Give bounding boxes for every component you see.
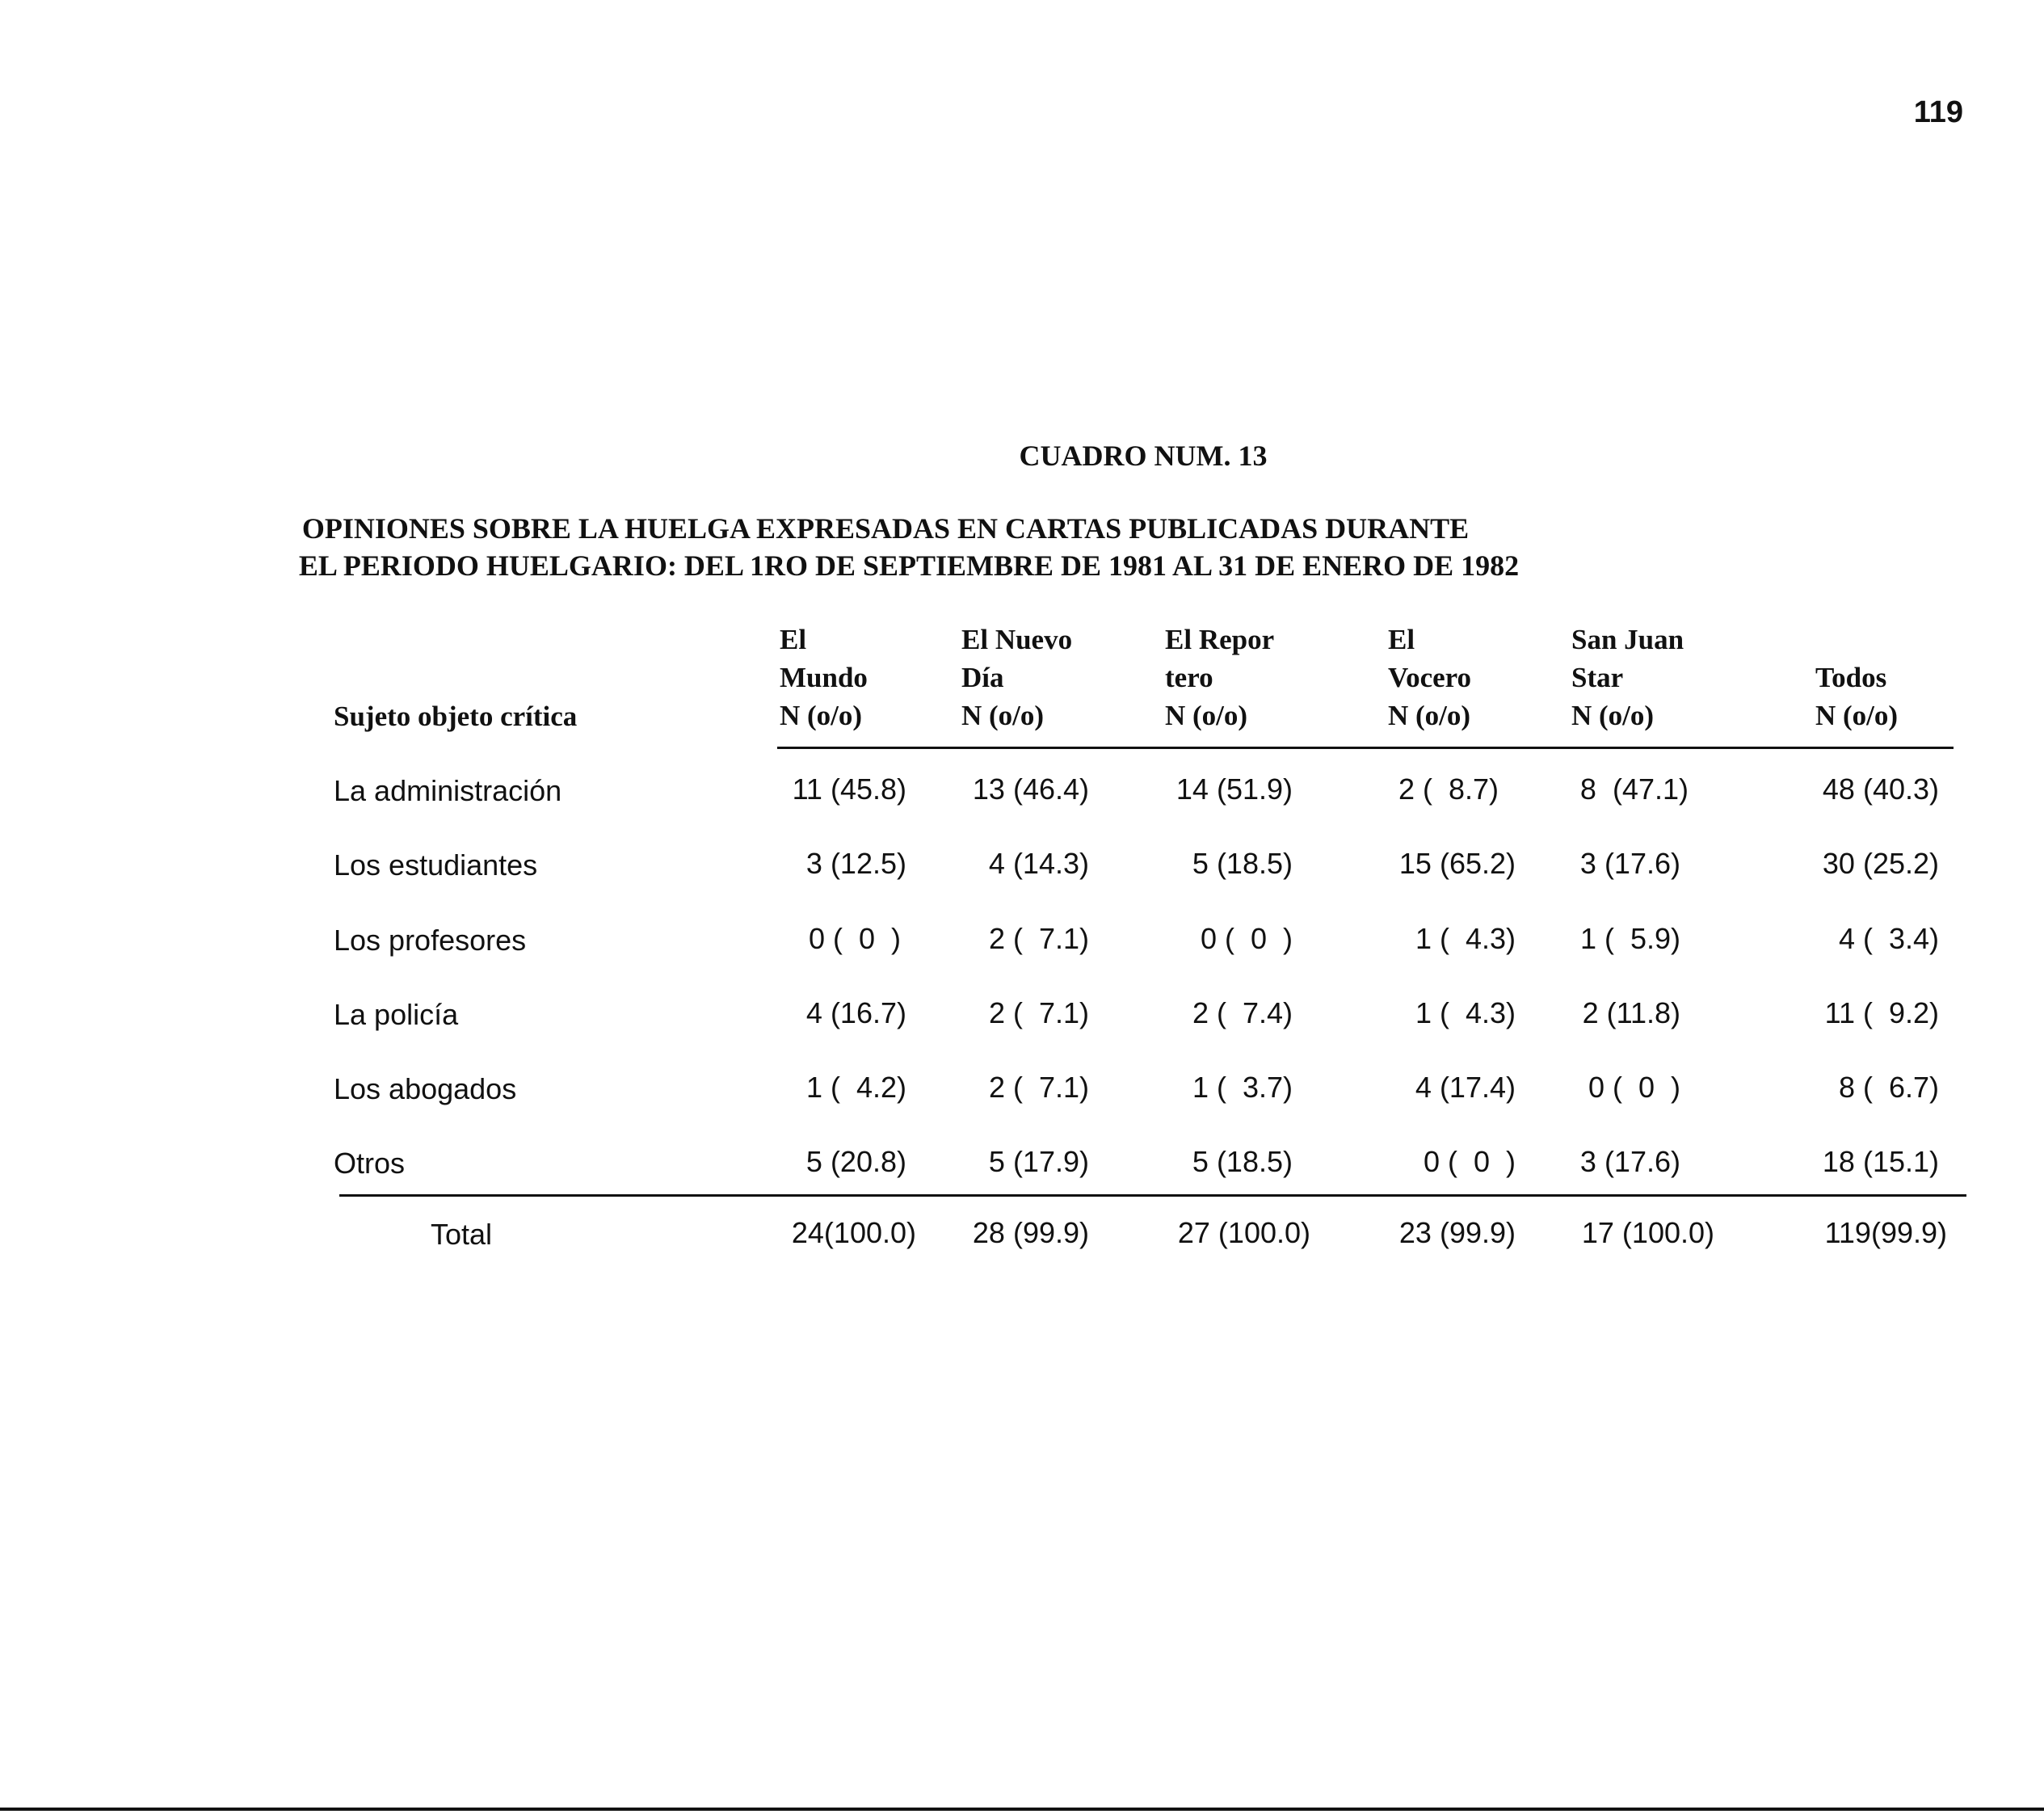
table-cell: 15 (65.2) <box>1398 847 1516 880</box>
table-cell: 8 ( 6.7) <box>1838 1071 1939 1104</box>
total-cell: 23 (99.9) <box>1398 1216 1516 1249</box>
table-cell: 13 (46.4) <box>972 772 1089 806</box>
row-label: Otros <box>334 1147 406 1180</box>
column-header-el-reportero: El Repor tero N (o/o) <box>1165 624 1275 731</box>
total-cell: 17 (100.0) <box>1581 1216 1714 1249</box>
table-cell: 4 ( 3.4) <box>1838 922 1939 955</box>
table-cell: 11 ( 9.2) <box>1824 996 1939 1029</box>
table-cell: 4 (16.7) <box>805 996 906 1029</box>
page-number: 119 <box>1913 95 1963 129</box>
table-cell: 0 ( 0 ) <box>1423 1145 1516 1178</box>
column-header-el-nuevo-dia: El Nuevo Día N (o/o) <box>961 624 1073 731</box>
row-label: Los estudiantes <box>334 848 538 882</box>
table-cell: 18 (15.1) <box>1822 1145 1939 1178</box>
table-cell: 1 ( 4.2) <box>805 1071 906 1104</box>
table-cell: 5 (20.8) <box>805 1145 906 1178</box>
table-title-line-1: OPINIONES SOBRE LA HUELGA EXPRESADAS EN CARTAS PUBLICADAS DURANTE <box>301 512 1470 545</box>
column-header-todos: Todos N (o/o) <box>1815 662 1899 731</box>
table-cell: 2 ( 7.1) <box>988 922 1089 955</box>
row-label: La administración <box>334 774 562 807</box>
total-cell: 28 (99.9) <box>972 1216 1089 1249</box>
table-cell: 3 (12.5) <box>805 847 906 880</box>
table-cell: 2 ( 7.1) <box>988 1071 1089 1104</box>
column-header-el-vocero: El Vocero N (o/o) <box>1388 624 1472 731</box>
column-header-san-juan-star: San Juan Star N (o/o) <box>1571 624 1684 731</box>
table-cell: 2 ( 7.1) <box>988 996 1089 1029</box>
table-cell: 48 (40.3) <box>1822 772 1939 806</box>
table-number: CUADRO NUM. 13 <box>1019 440 1268 472</box>
table-cell: 3 (17.6) <box>1579 1145 1680 1178</box>
table-cell: 4 (17.4) <box>1415 1071 1516 1104</box>
table-cell: 0 ( 0 ) <box>808 922 901 955</box>
table-cell: 5 (18.5) <box>1192 847 1293 880</box>
column-header-el-mundo: El Mundo N (o/o) <box>780 624 868 731</box>
row-label: La policía <box>334 998 459 1031</box>
table-cell: 30 (25.2) <box>1822 847 1939 880</box>
total-label: Total <box>431 1218 493 1251</box>
table-cell: 0 ( 0 ) <box>1200 922 1293 955</box>
total-rule <box>339 1194 1966 1197</box>
row-label: Los profesores <box>334 924 527 957</box>
table-cell: 1 ( 4.3) <box>1415 922 1516 955</box>
table-title-line-2: EL PERIODO HUELGARIO: DEL 1RO DE SEPTIEMBRE DE 1981 AL 31 DE ENERO DE 1982 <box>298 549 1520 582</box>
total-cell: 27 (100.0) <box>1177 1216 1310 1249</box>
table-cell: 14 (51.9) <box>1176 772 1293 806</box>
table-cell: 2 (11.8) <box>1582 996 1680 1029</box>
table-cell: 5 (17.9) <box>988 1145 1089 1178</box>
table-cell: 0 ( 0 ) <box>1588 1071 1680 1104</box>
total-cell: 119(99.9) <box>1824 1216 1947 1249</box>
table-cell: 4 (14.3) <box>988 847 1089 880</box>
table-cell: 11 (45.8) <box>792 772 906 806</box>
table-cell: 8 (47.1) <box>1579 772 1689 806</box>
table-cell: 1 ( 3.7) <box>1192 1071 1293 1104</box>
table-cell: 3 (17.6) <box>1579 847 1680 880</box>
row-label: Los abogados <box>334 1072 517 1105</box>
table-cell: 1 ( 4.3) <box>1415 996 1516 1029</box>
page-bottom-rule <box>0 1808 2044 1811</box>
table-cell: 1 ( 5.9) <box>1579 922 1680 955</box>
row-header: Sujeto objeto crítica <box>334 701 578 732</box>
table-cell: 2 ( 7.4) <box>1192 996 1293 1029</box>
table-cell: 2 ( 8.7) <box>1398 772 1499 806</box>
table-cell: 5 (18.5) <box>1192 1145 1293 1178</box>
header-rule <box>777 747 1954 749</box>
total-cell: 24(100.0) <box>791 1216 916 1249</box>
